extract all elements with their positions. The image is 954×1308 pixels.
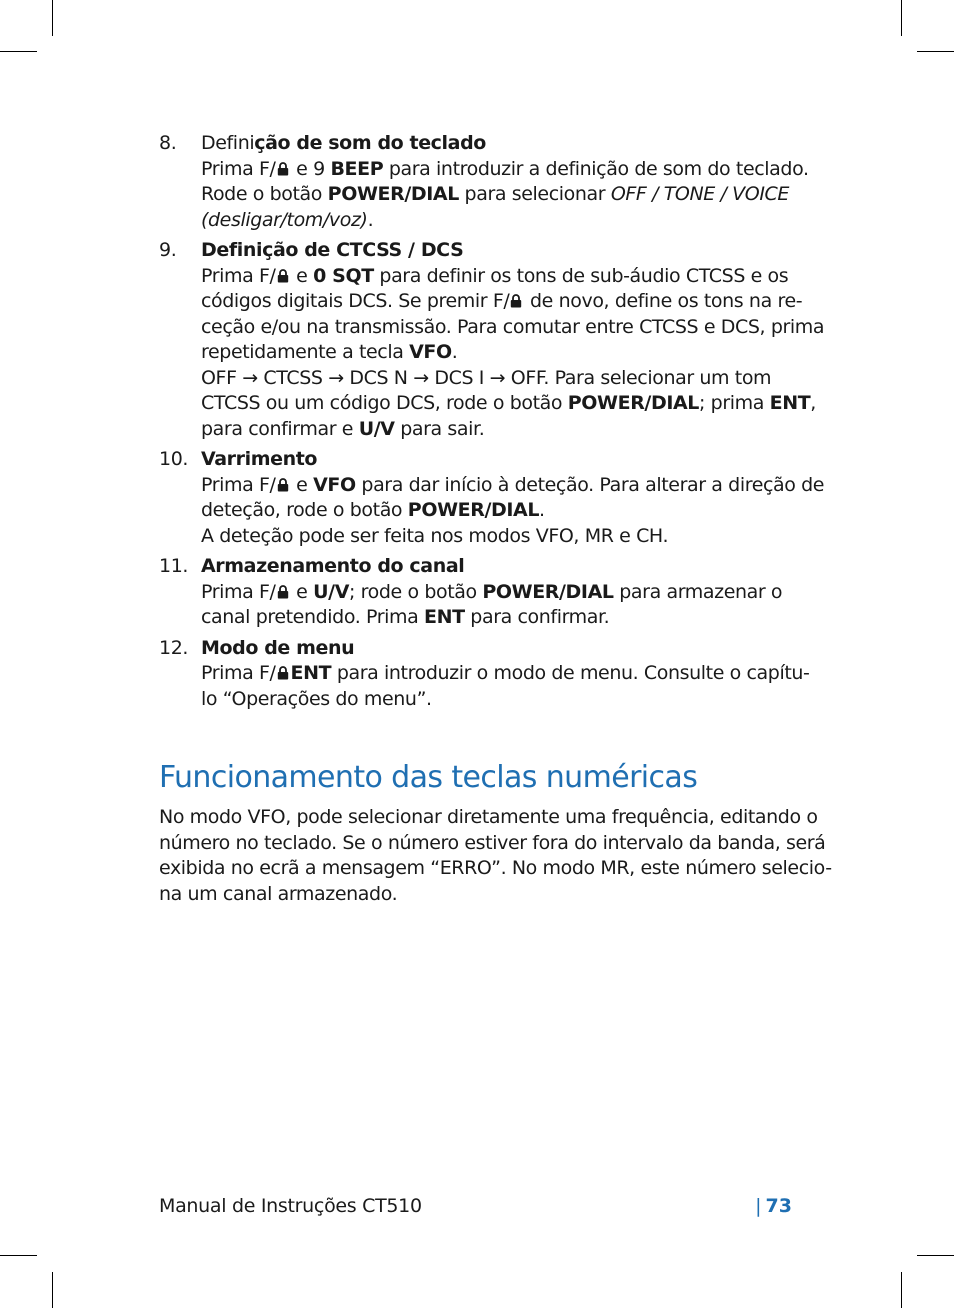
instruction-list [159, 131, 825, 717]
item-text: lo “Operações do menu”. [201, 687, 432, 710]
item-text: para confirmar e U/V para sair. [201, 417, 485, 440]
footer-separator: | [755, 1195, 762, 1217]
page-number [755, 1195, 792, 1217]
item-text: A deteção pode ser feita nos modos VFO, MR e CH. [201, 524, 669, 547]
lock-icon [510, 294, 522, 308]
crop-mark [0, 1255, 37, 1256]
item-title: Definição de CTCSS / DCS [201, 239, 464, 261]
item-text: códigos digitais DCS. Se premir F/ de novo, define os tons na re- [201, 290, 803, 312]
lock-icon [277, 585, 289, 599]
list-item [159, 131, 809, 233]
item-number: 9. [159, 239, 177, 261]
item-text: (desligar/tom/voz). [201, 208, 374, 231]
crop-mark [901, 1272, 902, 1308]
item-text: Rode o botão POWER/DIAL para selecionar OFF / TONE / VOICE [201, 183, 789, 205]
item-title: Armazenamento do canal [201, 555, 465, 577]
item-text: Prima F/ e 9 BEEP para introduzir a definição de som do teclado. [201, 157, 809, 180]
item-text: Prima F/ e U/V; rode o botão POWER/DIAL para armazenar o [201, 580, 783, 603]
paragraph-line: exibida no ecrã a mensagem “ERRO”. No modo MR, este número selecio- [159, 857, 832, 879]
paragraph-line: No modo VFO, pode selecionar diretamente uma frequência, editando o [159, 806, 818, 828]
item-title: Varrimento [201, 448, 318, 470]
page-number-value: 73 [765, 1195, 792, 1217]
section-paragraph [159, 805, 832, 907]
list-item [159, 554, 799, 631]
paragraph-line: número no teclado. Se o número estiver fora do intervalo da banda, será [159, 831, 826, 854]
item-text: Prima F/ ENT para introduzir o modo de menu. Consulte o capítu- [201, 662, 810, 684]
paragraph-line: na um canal armazenado. [159, 882, 398, 905]
list-item [159, 636, 810, 713]
footer-manual-title: Manual de Instruções CT510 [159, 1195, 422, 1217]
lock-icon [277, 162, 289, 176]
item-number: 12. [159, 636, 189, 659]
section-heading: Funcionamento das teclas numéricas [159, 760, 698, 795]
crop-mark [901, 0, 902, 36]
item-title: Modo de menu [201, 636, 355, 659]
item-number: 10. [159, 448, 189, 470]
item-text: ceção e/ou na transmissão. Para comutar entre CTCSS e DCS, prima [201, 315, 825, 338]
crop-mark [0, 51, 37, 52]
item-text: Prima F/ e 0 SQT para definir os tons de sub-áudio CTCSS e os [201, 264, 789, 287]
item-text: Prima F/ e VFO para dar início à deteção. Para alterar a direção de [201, 473, 825, 496]
lock-icon [277, 666, 289, 680]
item-text: canal pretendido. Prima ENT para confirmar. [201, 606, 610, 628]
crop-mark [917, 1255, 954, 1256]
item-text: deteção, rode o botão POWER/DIAL. [201, 499, 545, 521]
item-number: 11. [159, 555, 189, 577]
item-text: OFF → CTCSS → DCS N → DCS I → OFF. Para selecionar um tom [201, 366, 772, 389]
item-text: CTCSS ou um código DCS, rode o botão POWER/DIAL; prima ENT, [201, 392, 816, 414]
item-title: Definição de som do teclado [201, 132, 486, 154]
lock-icon [277, 269, 289, 283]
item-text: repetidamente a tecla VFO. [201, 341, 458, 363]
item-number: 8. [159, 132, 177, 154]
crop-mark [52, 1272, 53, 1308]
crop-mark [52, 0, 53, 36]
crop-mark [917, 51, 954, 52]
list-item [159, 447, 825, 549]
list-item [159, 238, 825, 442]
lock-icon [277, 478, 289, 492]
